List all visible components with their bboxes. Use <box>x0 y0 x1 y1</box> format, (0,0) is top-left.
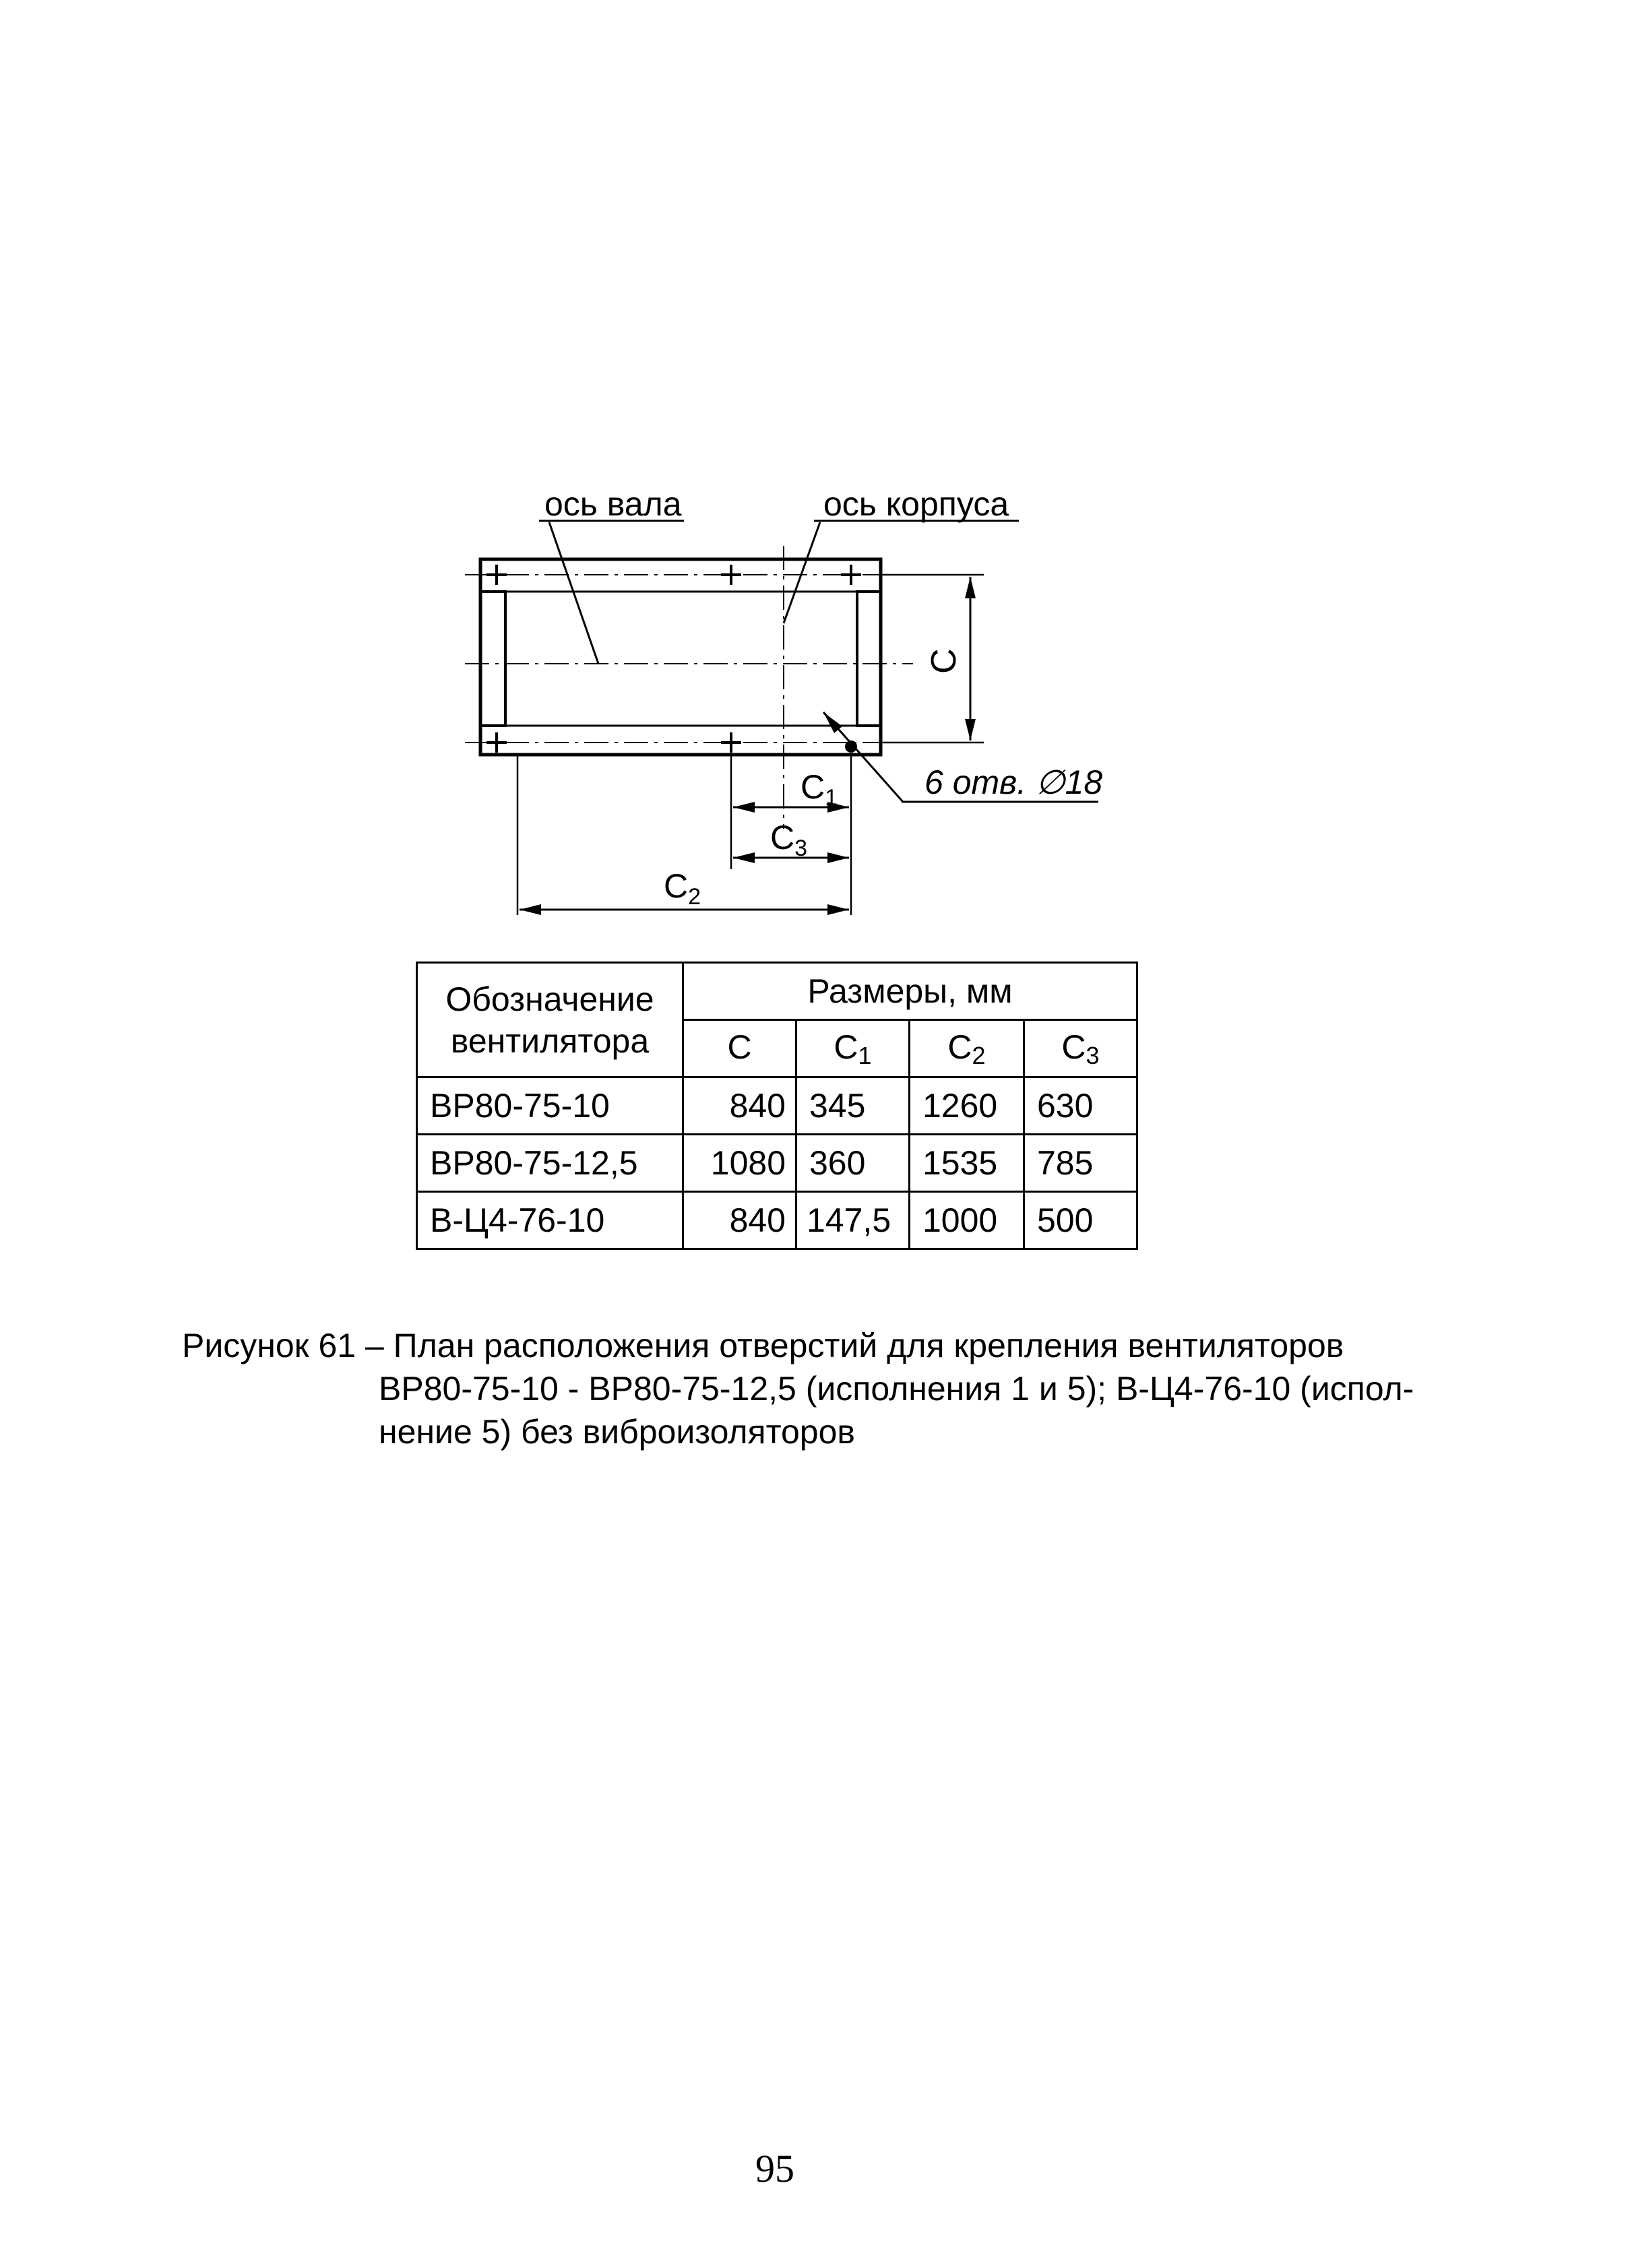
col-c <box>683 1020 796 1077</box>
dim-c2-arrow-left <box>520 904 541 915</box>
cell-c1: 360 <box>796 1135 910 1192</box>
table-row <box>417 1192 1137 1249</box>
cell-name: ВР80-75-10 <box>417 1077 683 1135</box>
dimensions-table <box>416 962 1138 1250</box>
dim-c1-label: $С_1$ <box>801 768 838 811</box>
caption-line-2: ВР80-75-10 - ВР80-75-12,5 (исполнения 1 и 5); В-Ц4-76-10 (испол- <box>379 1370 1414 1408</box>
hole-mark-top-right <box>841 565 861 585</box>
housing-axis-label: ось корпуса <box>823 485 1009 523</box>
col-c1-sub: 1 <box>858 1041 872 1069</box>
col-c3-main: С <box>1061 1028 1086 1066</box>
shaft-axis-label: ось вала <box>544 485 682 523</box>
col-c3-sub: 3 <box>1086 1041 1100 1069</box>
table-row <box>417 1135 1137 1192</box>
cell-name: В-Ц4-76-10 <box>417 1192 683 1249</box>
col-c2-sub: 2 <box>972 1041 986 1069</box>
cell-c3: 630 <box>1024 1077 1137 1135</box>
page-number: 95 <box>755 2147 794 2191</box>
cell-c1: 147,5 <box>796 1192 910 1249</box>
dim-c3-arrow-left <box>733 852 755 863</box>
cell-c: 840 <box>683 1192 796 1249</box>
table-header-row <box>417 963 1137 1020</box>
dim-c-arrow-bottom <box>965 719 976 741</box>
figure-caption <box>182 1324 1462 1453</box>
col-c1-main: С <box>834 1028 858 1066</box>
caption-line-1: Рисунок 61 – План расположения отверстий для крепления вентиляторов <box>182 1327 1344 1364</box>
hole-mark-top-middle <box>721 565 741 585</box>
dim-c-label: С <box>924 648 964 674</box>
cell-name: ВР80-75-12,5 <box>417 1135 683 1192</box>
col-c2-main: С <box>947 1028 972 1066</box>
cell-c3: 500 <box>1024 1192 1137 1249</box>
header-designation <box>417 963 683 1077</box>
dim-c2-arrow-right <box>827 904 849 915</box>
col-c1 <box>796 1020 910 1077</box>
cell-c: 840 <box>683 1077 796 1135</box>
dim-c1-arrow-left <box>733 802 755 813</box>
cell-c2: 1260 <box>910 1077 1024 1135</box>
hole-mark-bottom-middle <box>721 732 741 753</box>
table-row <box>417 1077 1137 1135</box>
cell-c1: 345 <box>796 1077 910 1135</box>
col-c-main: С <box>727 1028 752 1066</box>
shaft-axis-leader <box>549 522 598 664</box>
frame-right-end <box>857 592 881 726</box>
col-c2 <box>910 1020 1024 1077</box>
dim-c-arrow-top <box>965 577 976 598</box>
caption-line-3: нение 5) без виброизоляторов <box>379 1413 855 1451</box>
housing-axis-leader <box>784 522 820 623</box>
cell-c2: 1535 <box>910 1135 1024 1192</box>
holes-label: 6 отв. ∅18 <box>924 763 1103 801</box>
header-designation-text: Обозначение вентилятора <box>445 980 654 1060</box>
header-sizes: Размеры, мм <box>683 963 1137 1020</box>
cell-c: 1080 <box>683 1135 796 1192</box>
hole-mark-bottom-left <box>487 732 507 753</box>
col-c3 <box>1024 1020 1137 1077</box>
dim-c2-label: $С_2$ <box>664 867 701 910</box>
dim-c3-label: $С_3$ <box>770 819 808 861</box>
hole-mark-top-left <box>487 565 507 585</box>
dim-c3-arrow-right <box>827 852 849 863</box>
frame-left-end <box>480 592 505 726</box>
cell-c2: 1000 <box>910 1192 1024 1249</box>
cell-c3: 785 <box>1024 1135 1137 1192</box>
